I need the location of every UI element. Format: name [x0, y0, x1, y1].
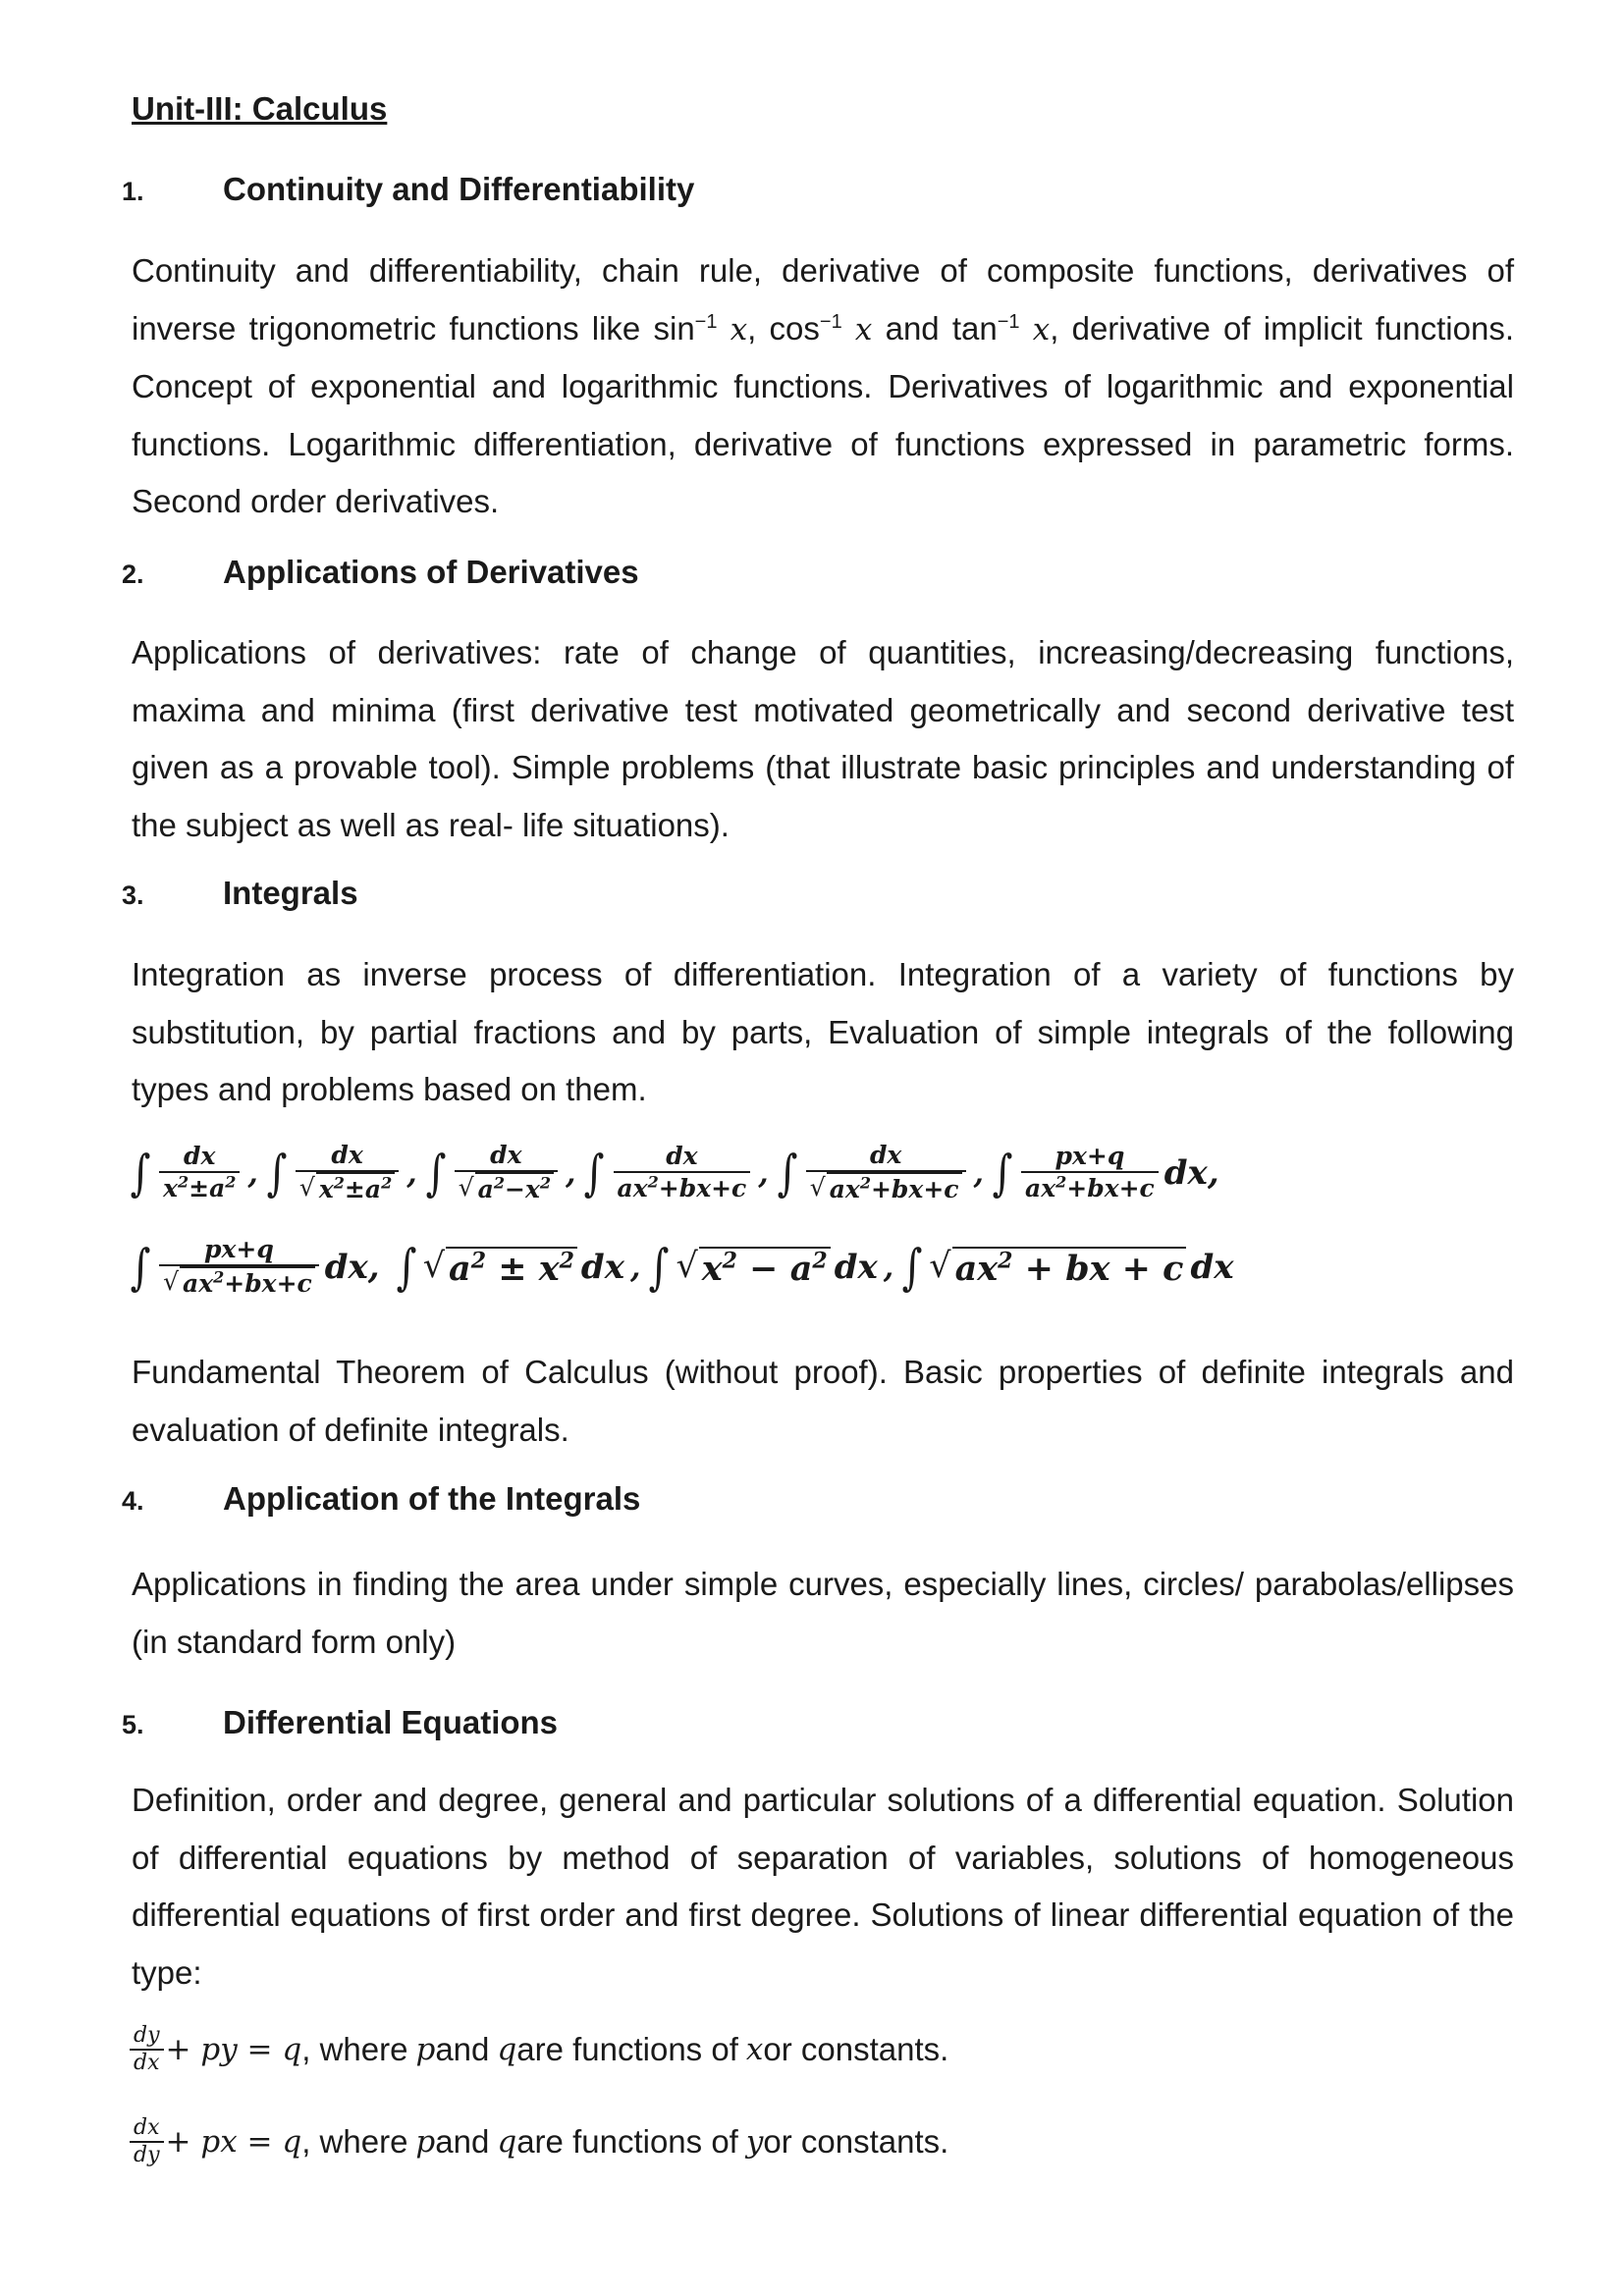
section-3-paragraph-2: Fundamental Theorem of Calculus (without proof). Basic properties of definite integrals and evaluation of definite integrals. — [132, 1354, 1514, 1448]
section-2-heading — [122, 554, 639, 591]
section-title: Application of the Integrals — [223, 1480, 641, 1517]
integral-formulas-row-2: ∫ px+q √ $ax^2+bx+c$ dx, ∫ √ $a^2 \pm x^2$ dx , ∫ √ $x^2 - a^2$ dx , ∫ √ $ax^2$ + bx + c dx — [130, 1235, 1234, 1298]
section-title: Integrals — [223, 875, 358, 911]
integral-5: dx √ $ax^2+bx+c$ — [806, 1141, 966, 1205]
integral-6: $\frac{px+q}{ax^2+bx+c}$ — [1021, 1142, 1159, 1204]
section-1-heading — [122, 171, 694, 208]
linear-de-form-2: $\frac{dx}{dy}$ + px = q , where p and q are functions of y or constants. — [128, 2115, 948, 2168]
integral-2: dx √ $x^2\pm a^2$ — [296, 1141, 399, 1205]
section-2-paragraph: Applications of derivatives: rate of change of quantities, increasing/decreasing functions, maxima and minima (first derivative test motivated geometrically and second derivative test given as a provable tool). Simple problems (that illustrate basic principles and understanding of the subject as well as real- life situations). — [132, 634, 1514, 843]
section-number: 5. — [122, 1710, 144, 1739]
section-1-paragraph: Continuity and differentiability, chain rule, derivative of composite functions, derivatives of inverse trigonometric functions like $\sin^{-1} x$, $\cos^{-1} x$ and $\tan^{-1} x$, derivative of implicit functions. Concept of exponential and logarithmic functions. Derivatives of logarithmic and exponential functions. Logarithmic differentiation, derivative of functions expressed in parametric forms. Second order derivatives. — [132, 252, 1515, 519]
section-4-heading — [122, 1480, 640, 1518]
linear-de-form-1: $\frac{dy}{dx}$ + py = q , where p and q are functions of x or constants. — [128, 2023, 948, 2076]
section-title: Applications of Derivatives — [223, 554, 639, 590]
unit-title: Unit-III: Calculus — [132, 90, 388, 127]
section-title: Differential Equations — [223, 1704, 559, 1740]
integral-10: √ $ax^2$ + bx + c — [929, 1247, 1186, 1289]
section-title: Continuity and Differentiability — [223, 171, 695, 207]
section-3-heading — [122, 875, 358, 912]
section-number: 1. — [122, 177, 144, 206]
section-5-paragraph: Definition, order and degree, general and particular solutions of a differential equation. Solution of differential equations by method of separation of variables, solutions of homogeneous differential equations of first order and first degree. Solutions of linear differential equation of the type: — [132, 1782, 1514, 1991]
integral-7: px+q √ $ax^2+bx+c$ — [159, 1235, 319, 1300]
section-5-heading — [122, 1704, 558, 1741]
section-number: 2. — [122, 560, 144, 589]
integral-3: dx √ $a^2-x^2$ — [455, 1141, 558, 1205]
section-3-paragraph: Integration as inverse process of differentiation. Integration of a variety of functions by substitution, by partial fractions and by parts, Evaluation of simple integrals of the following types and problems based on them. — [132, 956, 1514, 1107]
integral-formulas-row-1: ∫ $\frac{dx}{x^2\pm a^2}$ , ∫ dx √ $x^2\pm a^2$ , ∫ dx √ $a^2-x^2$ , ∫ $\frac{dx}{ax^2+bx+c}$ , ∫ dx √ $ax^2+bx+c$ , ∫ $\frac{px+q}{ax^2+bx+c}$ dx, — [130, 1141, 1219, 1203]
integral-1: $\frac{dx}{x^2\pm a^2}$ — [159, 1142, 240, 1204]
section-number: 3. — [122, 881, 144, 910]
section-4-paragraph: Applications in finding the area under simple curves, especially lines, circles/ parabolas/ellipses (in standard form only) — [132, 1566, 1514, 1660]
section-number: 4. — [122, 1486, 144, 1516]
integral-4: $\frac{dx}{ax^2+bx+c}$ — [614, 1142, 751, 1204]
integral-8: √ $a^2 \pm x^2$ — [423, 1247, 577, 1289]
integral-9: √ $x^2 - a^2$ — [676, 1247, 830, 1289]
